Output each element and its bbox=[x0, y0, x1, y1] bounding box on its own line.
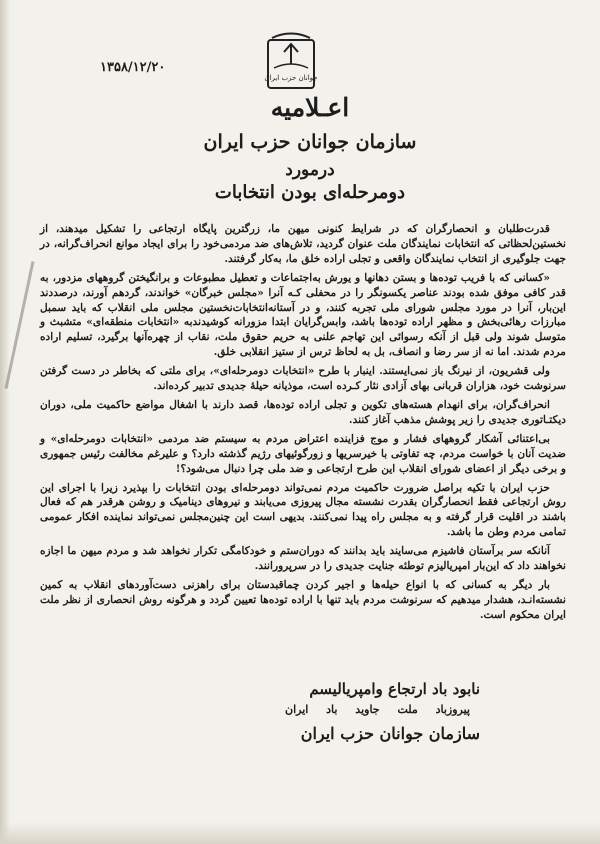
party-emblem-stamp bbox=[262, 30, 320, 94]
scan-shadow-bottom bbox=[0, 822, 600, 844]
main-slogan: نابود باد ارتجاع وامپریالیسم bbox=[309, 680, 480, 698]
about-label: درمورد bbox=[285, 160, 335, 180]
paragraph: بار دیگر به کسانی که با انواع حیله‌ها و اجیر کردن چماقبدستان برای راهزنی دست‌آوردهای انقلاب به کمین نشسته‌انـد، هشدار میدهیم که سرنوشت مردم باید تنها با اراده توده‌ها تعیین گردد و هرگونه روش انحصاری از نظر ملت ایران محکوم است. bbox=[40, 578, 566, 621]
stamp-text: جوانان حزب ایران bbox=[264, 74, 318, 82]
closing-block bbox=[180, 680, 480, 743]
paragraph: ولی قشریون، از نیرنگ باز نمی‌ایستند. اینبار با طرح «انتخابات دومرحله‌ای»، برای ملتی که بخاطر در دست گرفتن سرنوشت خود، هزاران قربانی بهای آزادی نثار کـرده است، موذیانه حیلهٔ جدیدی تدبیر کرده‌اند. bbox=[40, 365, 566, 393]
slogan-right: پیروزباد ملت bbox=[397, 703, 470, 716]
paragraph: بی‌اعتنائی آشکار گروههای فشار و موج فزاینده اعتراض مردم به سیستم ضد مردمی «انتخابات دومرحله‌ای» و ضدیت آنان با خواست مردم، چه تفاوتی با خیرسریها و زورگوئیهای رژیم گذشته دارد؟ و علیرغم مخالفت رئیس جمهوری و برخی دیگر از اعضای شورای انقلاب این طرح ارتجاعی و ضد ملی چرا دنبال می‌شود؟! bbox=[40, 432, 566, 475]
slogan-pair bbox=[180, 703, 470, 716]
paragraph: حزب ایران با تکیه براصل ضرورت حاکمیت مردم نمی‌تواند دومرحله‌ای بودن انتخابات را بپذیرد زیرا با اجرای این روش ارتجاعی فقط انحصارگران بقدرت نشسته مجال پیروزی می‌یابند و نیروهای دینامیک و روشن هرقدر هم که فعال باشند در اقلیت قرار گرفته و به مجلس راه پیدا نمی‌کنند. بدیهی است این چنین‌مجلس نمی‌تواند نماینده افکار عمومی تمامی مردم وطن ما باشد. bbox=[40, 481, 566, 539]
signature: سازمان جوانان حزب ایران bbox=[300, 724, 480, 743]
announcement-body bbox=[40, 222, 566, 627]
organization-name: سازمان جوانان حزب ایران bbox=[203, 131, 417, 153]
slogan-left: جاوید باد ایران bbox=[285, 703, 380, 716]
scan-shadow-left bbox=[0, 0, 10, 844]
paragraph: آنانکه سر برآستان فاشیزم می‌سایند باید بدانند که دوران‌ستم و خودکامگی تکرار نخواهد شد و مردم میهن ما اجازه نخواهند داد که این‌بار امپریالیزم توطئه جنایت جدیدی را در سرپرورانند. bbox=[40, 545, 566, 573]
document-date: ۱۳۵۸/۱۲/۲۰ bbox=[100, 60, 166, 75]
announcement-title: اعـلامیه bbox=[270, 93, 350, 122]
subject-line: دومرحله‌ای بودن انتخابات bbox=[214, 182, 406, 203]
paragraph: «کسانی که با فریب توده‌ها و بستن دهانها و یورش به‌اجتماعات و تعطیل مطبوعات و برانگیختن گروههای مزدور، به قدر کافی موفق شده بودند عناصر یکسونگر را در محفلی کـه آنرا «مجلس خبرگان» خواندند، گردهم آورند، درصددند این‌بار، آنرا در مورد مجلس شورای ملی تجربه کنند، و در آستانه‌انتخابات‌نخستین مجلس ملی انقلاب که باید سمبل مبارزات رهائی‌بخش و مظهر اراده توده‌ها باشد، وابس‌گرایان ابتدا مزورانه کوشیدندبه «انتخابات منطقه‌ای» متشبث و متوسل شوند ولی قبل از آنکه رسوائی این تهاجم علنی به حریم حقوق ملت، نقاب از چهره‌آنها برگیرد، تسلیم اراده مردم شدند. اما نه از سر رضا و انصاف، بل به لحاظ ترس از ستیز انقلابی خلق. bbox=[40, 271, 566, 359]
paragraph: انحراف‌گران، برای انهدام هسته‌های تکوین و تجلی اراده توده‌ها، قصد دارند با اشغال مواضع حاکمیت ملی، دوران دیکتـاتوری جدیدی را زیر پوشش مذهب آغاز کنند. bbox=[40, 398, 566, 426]
paragraph: قدرت‌طلبان و انحصارگران که در شرایط کنونی میهن ما، زرگترین پایگاه ارتجاعی را تشکیل میدهند، از نخستین‌لحظاتی که انتخابات نمایندگان ملت عنوان گردید، تلاش‌های ضد مردمی‌خود را برای ایجاد موانع انحراف‌گرانه، در جهت جلوگیری از انتخاب نمایندگان واقعی و تجلی اراده خلق ما، به‌کار گرفتند. bbox=[40, 223, 566, 265]
